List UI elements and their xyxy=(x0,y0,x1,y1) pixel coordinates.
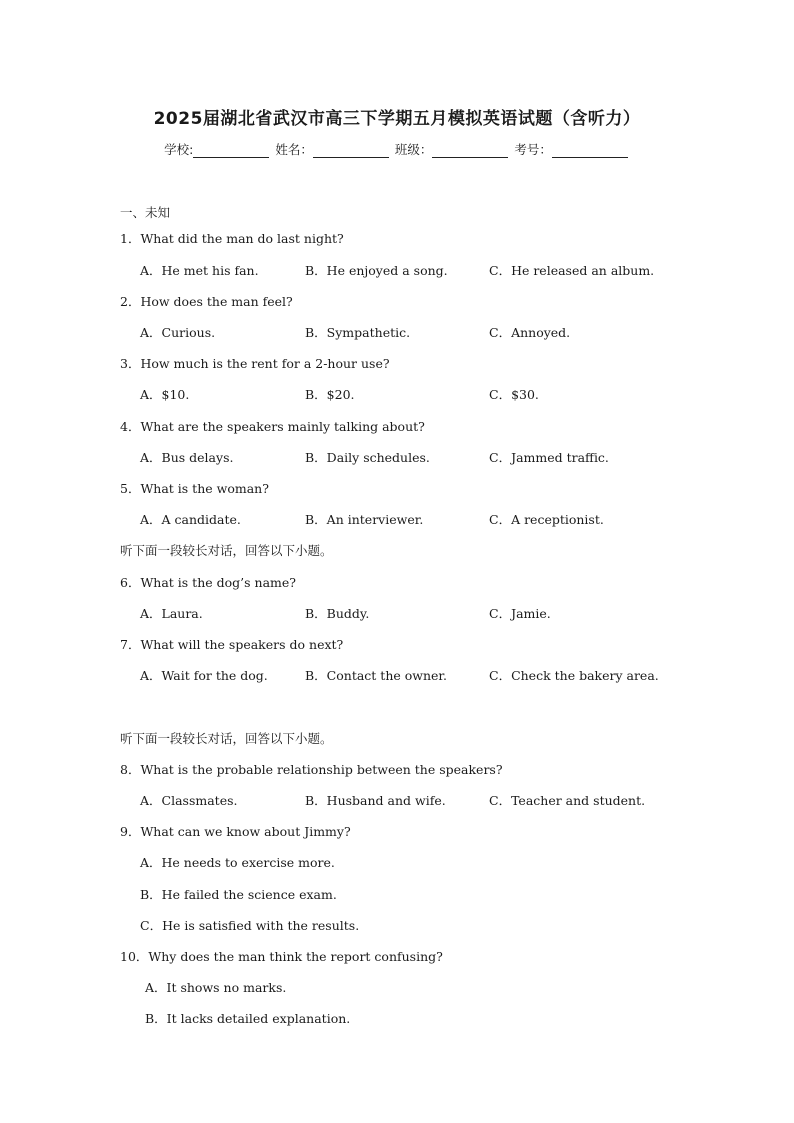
question-2 xyxy=(120,292,293,310)
question-number: 2． xyxy=(120,294,141,309)
option-c: C．He is satisfied with the results. xyxy=(140,918,360,933)
option-b: B．He enjoyed a song. xyxy=(305,263,448,278)
option-c: C．Check the bakery area. xyxy=(489,668,659,683)
question-7 xyxy=(120,635,343,653)
option-b: B．Buddy. xyxy=(305,606,370,621)
instruction-long-dialogue: 听下面一段较长对话，回答以下小题。 xyxy=(120,731,333,746)
option-b: B．Daily schedules. xyxy=(305,450,430,465)
question-number: 3． xyxy=(120,356,141,371)
option-c: C．Teacher and student. xyxy=(489,793,646,808)
option-b: B．He failed the science exam. xyxy=(140,887,337,902)
option-a: A．Wait for the dog. xyxy=(140,668,268,683)
option-a: A．He met his fan. xyxy=(140,263,259,278)
instruction-long-dialogue: 听下面一段较长对话，回答以下小题。 xyxy=(120,543,333,558)
question-text: How does the man feel? xyxy=(140,294,293,309)
question-text: What is the probable relationship between the speakers? xyxy=(140,762,503,777)
question-text: What can we know about Jimmy? xyxy=(140,824,351,839)
page-title: 2025届湖北省武汉市高三下学期五月模拟英语试题（含听力） xyxy=(153,109,641,129)
option-a: A．Laura. xyxy=(140,606,203,621)
class-label: 班级： xyxy=(394,142,433,157)
question-6 xyxy=(120,573,296,591)
question-3 xyxy=(120,354,390,372)
school-blank[interactable] xyxy=(193,144,269,158)
option-c: C．$30. xyxy=(489,387,539,402)
option-a: A．A candidate. xyxy=(140,512,241,527)
option-c: C．Jamie. xyxy=(489,606,551,621)
question-text: What will the speakers do next? xyxy=(140,637,344,652)
exam-number-blank[interactable] xyxy=(552,144,628,158)
question-number: 10． xyxy=(120,949,149,964)
option-b: B．An interviewer. xyxy=(305,512,424,527)
option-a: A．Bus delays. xyxy=(140,450,234,465)
option-c: C．Annoyed. xyxy=(489,325,571,340)
question-number: 8． xyxy=(120,762,141,777)
name-blank[interactable] xyxy=(313,144,389,158)
question-text: Why does the man think the report confusing? xyxy=(148,949,443,964)
question-number: 6． xyxy=(120,575,141,590)
question-text: What is the dog’s name? xyxy=(140,575,296,590)
option-b: B．Contact the owner. xyxy=(305,668,447,683)
option-a: A．Curious. xyxy=(140,325,216,340)
question-text: What did the man do last night? xyxy=(140,231,344,246)
question-4 xyxy=(120,417,425,435)
student-info-line xyxy=(0,140,794,158)
option-c: C．He released an album. xyxy=(489,263,655,278)
question-number: 4． xyxy=(120,419,141,434)
option-a: A．Classmates. xyxy=(140,793,238,808)
option-a: A．He needs to exercise more. xyxy=(140,855,335,870)
question-1 xyxy=(120,229,344,247)
option-c: C．A receptionist. xyxy=(489,512,604,527)
section-heading: 一、未知 xyxy=(120,205,171,220)
question-number: 9． xyxy=(120,824,141,839)
question-9 xyxy=(120,822,351,840)
option-a: A．It shows no marks. xyxy=(145,980,287,995)
question-10 xyxy=(120,947,443,965)
question-number: 7． xyxy=(120,637,141,652)
option-b: B．Sympathetic. xyxy=(305,325,411,340)
question-number: 1． xyxy=(120,231,141,246)
option-b: B．It lacks detailed explanation. xyxy=(145,1011,351,1026)
option-c: C．Jammed traffic. xyxy=(489,450,609,465)
question-text: What are the speakers mainly talking about? xyxy=(140,419,425,434)
question-text: How much is the rent for a 2-hour use? xyxy=(140,356,390,371)
question-number: 5． xyxy=(120,481,141,496)
option-b: B．Husband and wife. xyxy=(305,793,446,808)
name-label: 姓名： xyxy=(275,142,313,157)
option-b: B．$20. xyxy=(305,387,355,402)
option-a: A．$10. xyxy=(140,387,190,402)
question-text: What is the woman? xyxy=(140,481,269,496)
question-8 xyxy=(120,760,503,778)
school-label: 学校: xyxy=(164,142,194,157)
exam-number-label: 考号： xyxy=(514,142,552,157)
class-blank[interactable] xyxy=(432,144,508,158)
question-5 xyxy=(120,479,269,497)
